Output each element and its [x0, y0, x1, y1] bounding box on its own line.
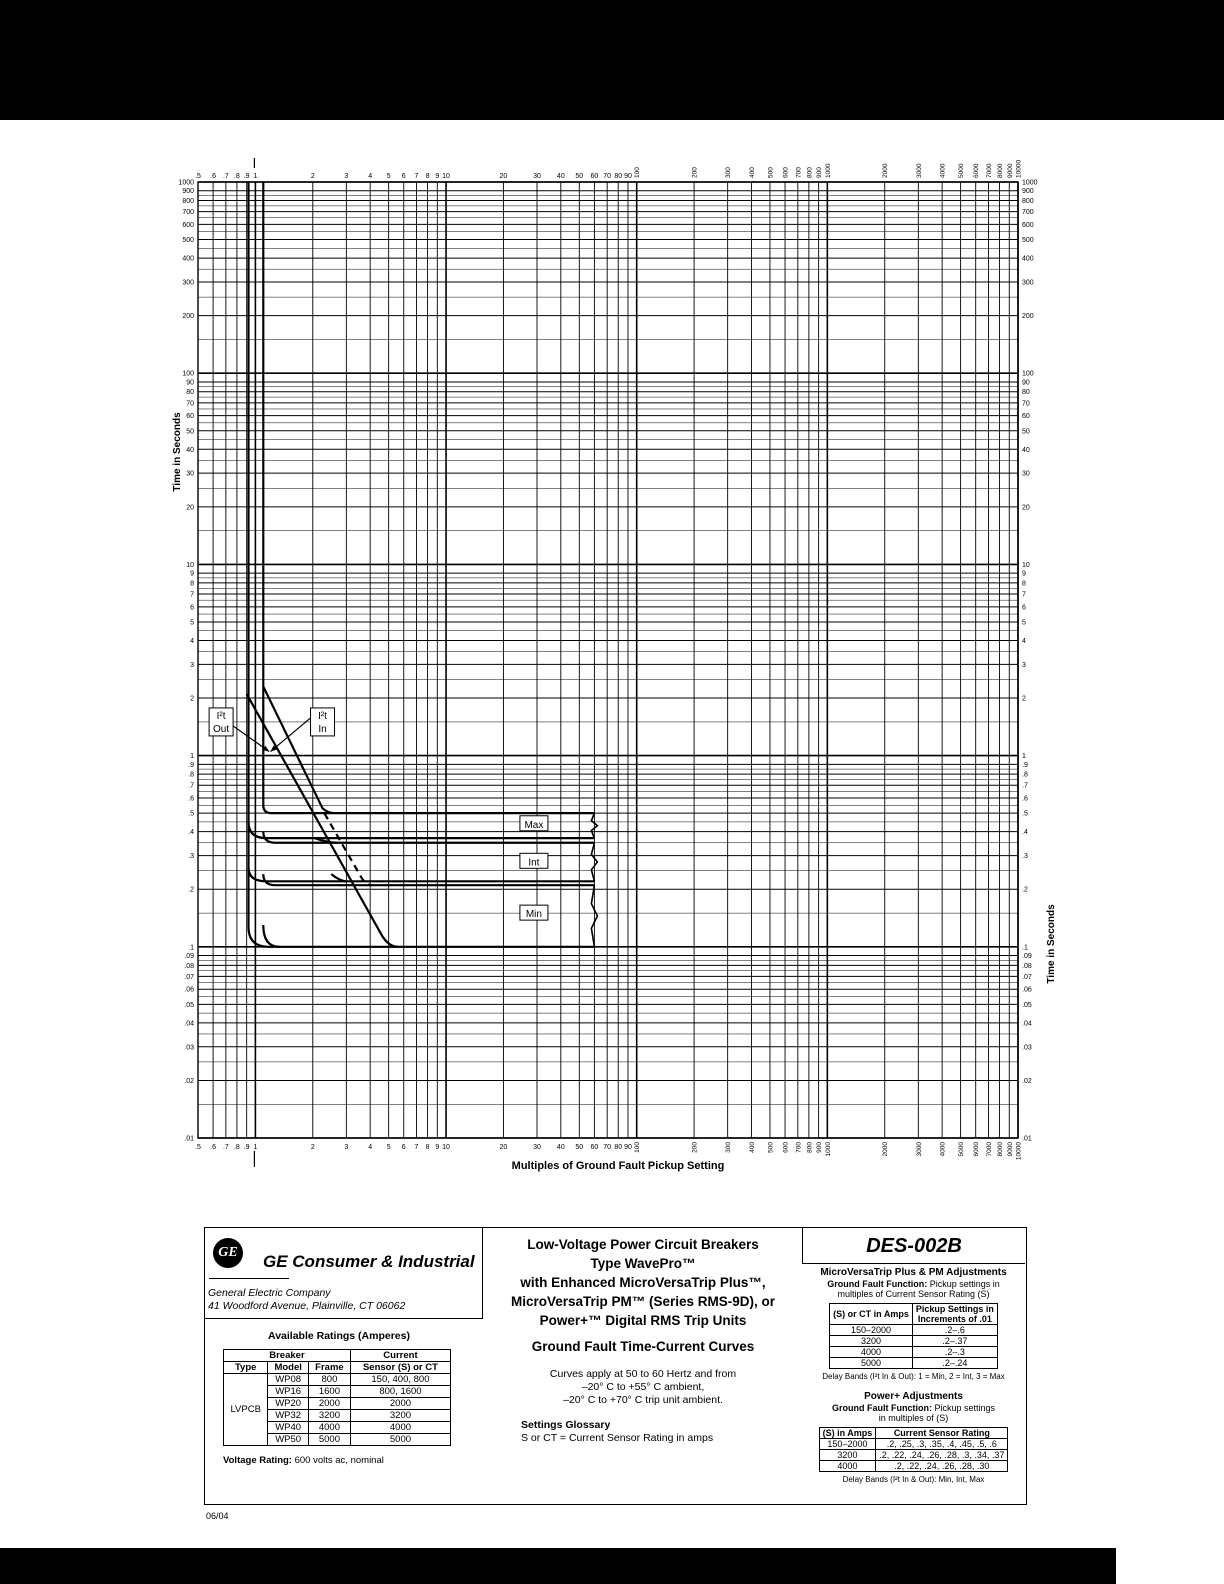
y-tick-label-left: 10 — [186, 561, 194, 569]
y-tick-label-right: .4 — [1022, 829, 1028, 837]
x-tick-label-bottom: 2 — [310, 1144, 315, 1151]
band-label-min — [520, 905, 548, 920]
x-tick-label-bottom: 900 — [816, 1142, 824, 1153]
y-tick-label-left: 80 — [186, 389, 194, 397]
pickup-cell: .2–.37 — [912, 1336, 997, 1347]
y-tick-label-left: 600 — [182, 221, 194, 229]
x-tick-label-bottom: 3000 — [915, 1142, 923, 1157]
title-line: Type WavePro™ — [590, 1256, 696, 1271]
y-tick-label-right: 9 — [1022, 570, 1026, 578]
y-tick-label-left: 40 — [186, 446, 194, 454]
model-cell: WP20 — [268, 1398, 309, 1410]
y-tick-label-right: 400 — [1022, 255, 1034, 263]
x-tick-label-bottom: 6 — [401, 1144, 406, 1151]
y-tick-label-left: .07 — [184, 973, 194, 981]
glossary-title: Settings Glossary — [521, 1419, 611, 1431]
table-row — [819, 1439, 1008, 1450]
header-frame: Frame — [308, 1362, 350, 1374]
x-tick-label-bottom: 4000 — [939, 1142, 947, 1157]
y-tick-label-left: .9 — [188, 761, 194, 769]
table-row — [830, 1358, 998, 1369]
y-tick-label-left: 30 — [186, 470, 194, 478]
table-row — [224, 1374, 451, 1386]
y-tick-label-left: 800 — [182, 198, 194, 206]
title-line: MicroVersaTrip PM™ (Series RMS-9D), or — [510, 1294, 776, 1309]
x-tick-label-top: 3 — [344, 173, 349, 180]
y-tick-label-left: 700 — [182, 209, 194, 217]
note-line: –20° C to +70° C trip unit ambient. — [563, 1394, 723, 1406]
x-tick-label-top: 40 — [556, 173, 565, 180]
band-label-text: Min — [525, 909, 542, 921]
x-tick-label-bottom: 300 — [725, 1142, 733, 1153]
y-tick-label-right: 700 — [1022, 209, 1034, 217]
y-tick-label-right: .01 — [1022, 1135, 1032, 1143]
y-tick-label-left: .4 — [188, 829, 194, 837]
y-tick-label-right: 40 — [1022, 446, 1030, 454]
note-line: Curves apply at 50 to 60 Hertz and from — [549, 1368, 737, 1380]
x-tick-label-bottom: 2000 — [882, 1142, 890, 1157]
mvt-sub-text: Pickup settings in — [927, 1279, 1000, 1289]
frame-cell: 1600 — [308, 1386, 350, 1398]
company-cell — [205, 1228, 483, 1319]
y-tick-label-left: .6 — [188, 795, 194, 803]
mvt-header-pickup — [912, 1304, 997, 1325]
x-tick-label-bottom: .5 — [195, 1144, 201, 1151]
y-tick-label-left: 20 — [186, 504, 194, 512]
x-tick-label-bottom: 80 — [614, 1144, 623, 1151]
x-tick-label-top: 80 — [614, 173, 623, 180]
y-tick-label-right: 100 — [1022, 370, 1034, 378]
sensor-cell: 3200 — [819, 1450, 876, 1461]
y-tick-label-left: 900 — [182, 188, 194, 196]
x-tick-label-top: 10000 — [1015, 159, 1023, 178]
voltage-rating — [223, 1455, 455, 1466]
pp-sub-label: Ground Fault Function: — [831, 1403, 932, 1413]
top-black-band — [0, 0, 1224, 120]
title-line: Low-Voltage Power Circuit Breakers — [527, 1237, 759, 1252]
x-tick-label-bottom: 200 — [691, 1142, 699, 1153]
title-block — [204, 1227, 1027, 1505]
y-tick-label-right: 500 — [1022, 237, 1034, 245]
pp-header-rating: Current Sensor Rating — [876, 1428, 1008, 1439]
band-label-int — [520, 853, 548, 868]
bottom-black-band — [0, 1548, 1116, 1584]
x-tick-label-top: 5000 — [958, 163, 966, 178]
x-tick-label-bottom: 8 — [425, 1144, 430, 1151]
company-address — [208, 1287, 405, 1313]
y-tick-label-right: .08 — [1022, 962, 1032, 970]
y-tick-label-left: .2 — [188, 886, 194, 894]
voltage-value: 600 volts ac, nominal — [291, 1455, 384, 1466]
y-tick-label-left: 4 — [190, 637, 194, 645]
document-title — [483, 1235, 803, 1330]
y-tick-label-left: .8 — [188, 771, 194, 779]
y-tick-label-left: 90 — [186, 379, 194, 387]
x-tick-label-top: 900 — [816, 167, 824, 178]
x-tick-label-bottom: 500 — [767, 1142, 775, 1153]
frame-cell: 3200 — [308, 1410, 350, 1422]
y-tick-label-left: .02 — [184, 1077, 194, 1085]
y-tick-label-right: 60 — [1022, 413, 1030, 421]
y-tick-label-left: 6 — [190, 604, 194, 612]
frame-cell: 4000 — [308, 1422, 350, 1434]
y-tick-label-right: .03 — [1022, 1044, 1032, 1052]
y-tick-label-left: 60 — [186, 413, 194, 421]
y-tick-label-right: 30 — [1022, 470, 1030, 478]
x-tick-label-top: 60 — [590, 173, 599, 180]
x-tick-label-bottom: 9 — [435, 1144, 440, 1151]
y-tick-label-left: 1 — [190, 753, 194, 761]
int-band-lower-curve — [248, 867, 594, 881]
x-tick-label-top: 30 — [533, 173, 541, 180]
y-tick-label-right: .02 — [1022, 1077, 1032, 1085]
x-tick-label-top: .8 — [233, 173, 240, 180]
x-tick-label-top: 7000 — [985, 163, 993, 178]
y-tick-label-right: 1000 — [1022, 179, 1038, 187]
x-tick-label-bottom: .6 — [210, 1144, 217, 1151]
y-tick-label-left: 3 — [190, 661, 194, 669]
revision-date: 06/04 — [206, 1511, 229, 1521]
sensor-cell: 5000 — [350, 1434, 450, 1446]
x-tick-label-top: 20 — [499, 173, 508, 180]
y-tick-label-right: 800 — [1022, 198, 1034, 206]
table-row — [830, 1325, 998, 1336]
title-line: with Enhanced MicroVersaTrip Plus™, — [520, 1275, 766, 1290]
x-tick-label-top: 4000 — [939, 163, 947, 178]
x-tick-label-top: 2000 — [882, 163, 890, 178]
band-label-text: Max — [524, 819, 544, 831]
y-tick-label-right: .05 — [1022, 1001, 1032, 1009]
y-tick-label-left: .09 — [184, 953, 194, 961]
mvt-delay-bands: Delay Bands (I²t In & Out): 1 = Min, 2 = Int, 3 = Max — [822, 1372, 1005, 1381]
y-tick-label-right: 10 — [1022, 561, 1030, 569]
y-tick-label-left: 7 — [190, 591, 194, 599]
y-tick-label-left: .7 — [188, 782, 194, 790]
x-tick-label-top: 50 — [575, 173, 584, 180]
x-tick-label-top: 1000 — [824, 163, 832, 178]
model-cell: WP50 — [268, 1434, 309, 1446]
frame-cell: 2000 — [308, 1398, 350, 1410]
x-tick-label-bottom: 6000 — [973, 1142, 981, 1157]
y-tick-label-right: 300 — [1022, 279, 1034, 287]
ratings-title: Available Ratings (Amperes) — [268, 1330, 410, 1342]
header-line: Increments of .01 — [917, 1314, 992, 1324]
y-tick-label-left: 100 — [182, 370, 194, 378]
x-tick-label-bottom: 10000 — [1015, 1142, 1023, 1161]
x-tick-label-bottom: 90 — [624, 1144, 632, 1151]
y-tick-label-left: .04 — [184, 1020, 194, 1028]
note-line: –20° C to +55° C ambient, — [581, 1381, 705, 1393]
y-tick-label-right: .07 — [1022, 973, 1032, 981]
rating-cell: .2, .22, .24, .26, .28, .30 — [876, 1461, 1008, 1472]
model-cell: WP40 — [268, 1422, 309, 1434]
sensor-cell: 3200 — [350, 1410, 450, 1422]
x-tick-label-bottom: 4 — [368, 1144, 373, 1151]
y-tick-label-left: 50 — [186, 428, 194, 436]
band-label-text: Int — [528, 857, 540, 869]
model-cell: WP16 — [268, 1386, 309, 1398]
conditions-note — [483, 1368, 803, 1407]
x-tick-label-top: 5 — [386, 173, 391, 180]
header-current: Current — [350, 1350, 450, 1362]
glossary-text: S or CT = Current Sensor Rating in amps — [521, 1432, 714, 1444]
x-tick-label-bottom: 50 — [575, 1144, 584, 1151]
document-number: DES-002B — [802, 1228, 1025, 1264]
y-tick-label-right: .3 — [1022, 853, 1028, 861]
y-tick-label-left: .01 — [184, 1135, 194, 1143]
i2t-out-label-text-1: I²t — [216, 710, 226, 722]
y-tick-label-left: 70 — [186, 400, 194, 408]
y-tick-label-left: 1000 — [178, 179, 194, 187]
x-tick-label-top: .6 — [210, 173, 217, 180]
x-tick-label-top: 500 — [767, 167, 775, 178]
x-tick-label-top: 100 — [634, 167, 642, 178]
y-tick-label-right: .7 — [1022, 782, 1028, 790]
y-tick-label-left: .5 — [188, 810, 194, 818]
pp-header-sensor: (S) in Amps — [819, 1428, 876, 1439]
sensor-cell: 800, 1600 — [350, 1386, 450, 1398]
sensor-cell: 5000 — [830, 1358, 913, 1369]
x-tick-label-bottom: 5000 — [958, 1142, 966, 1157]
header-line: Pickup Settings in — [915, 1304, 994, 1314]
x-tick-label-bottom: 5 — [386, 1144, 391, 1151]
x-tick-label-bottom: .7 — [222, 1144, 229, 1151]
y-tick-label-right: 20 — [1022, 504, 1030, 512]
x-tick-label-bottom: 70 — [603, 1144, 612, 1151]
document-subtitle: Ground Fault Time-Current Curves — [531, 1339, 755, 1354]
i2t-out-label — [209, 708, 269, 752]
y-tick-label-left: 5 — [190, 619, 194, 627]
sensor-cell: 4000 — [350, 1422, 450, 1434]
pp-delay-bands: Delay Bands (I²t In & Out): Min, Int, Max — [842, 1475, 985, 1484]
y-tick-label-right: 3 — [1022, 661, 1026, 669]
x-tick-label-top: .7 — [222, 173, 229, 180]
y-tick-label-right: 4 — [1022, 637, 1026, 645]
x-tick-label-bottom: 20 — [499, 1144, 508, 1151]
x-tick-label-bottom: 100 — [634, 1142, 642, 1153]
pp-subtitle — [802, 1403, 1025, 1423]
x-tick-label-top: 700 — [795, 167, 803, 178]
pp-sub-text: Pickup settings — [931, 1403, 995, 1413]
y-tick-label-right: .1 — [1022, 944, 1028, 952]
mvt-header-sensor: (S) or CT in Amps — [830, 1304, 913, 1325]
sensor-cell: 3200 — [830, 1336, 913, 1347]
x-tick-label-bottom: .9 — [243, 1144, 250, 1151]
i2t-in-label-text-1: I²t — [318, 710, 327, 722]
y-tick-label-left: 9 — [190, 570, 194, 578]
rating-cell: .2, .25, .3, .35, .4, .45, .5, .6 — [876, 1439, 1008, 1450]
model-cell: WP08 — [268, 1374, 309, 1386]
mvt-sub-label: Ground Fault Function: — [827, 1279, 928, 1289]
y-tick-label-left: 500 — [182, 237, 194, 245]
mvt-subtitle — [802, 1279, 1025, 1299]
sensor-cell: 2000 — [350, 1398, 450, 1410]
x-tick-label-bottom: 800 — [806, 1142, 814, 1153]
x-tick-label-top: 600 — [782, 167, 790, 178]
title-line: Power+™ Digital RMS Trip Units — [539, 1313, 747, 1328]
x-tick-label-top: 8 — [425, 173, 430, 180]
header-sensor: Sensor (S) or CT — [350, 1362, 450, 1374]
voltage-label: Voltage Rating: — [223, 1455, 292, 1466]
x-tick-label-bottom: 9000 — [1006, 1142, 1014, 1157]
x-tick-label-top: .5 — [195, 173, 201, 180]
y-tick-label-right: .6 — [1022, 795, 1028, 803]
plot-frame — [198, 182, 1018, 1138]
y-tick-label-left: 2 — [190, 695, 194, 703]
y-tick-label-right: 8 — [1022, 580, 1026, 588]
y-tick-label-right: 80 — [1022, 389, 1030, 397]
divider — [209, 1278, 289, 1279]
ratings-table — [223, 1349, 451, 1446]
x-tick-label-top: 800 — [806, 167, 814, 178]
y-tick-label-right: 50 — [1022, 428, 1030, 436]
ge-logo-icon: GE — [213, 1238, 243, 1268]
i2t-in-label — [270, 708, 334, 752]
x-tick-label-bottom: 400 — [748, 1142, 756, 1153]
y-tick-label-right: .2 — [1022, 886, 1028, 894]
pp-table — [819, 1427, 1009, 1472]
address-line-2: 41 Woodford Avenue, Plainville, CT 06062 — [208, 1300, 406, 1312]
sensor-cell: 4000 — [830, 1347, 913, 1358]
y-tick-label-right: .06 — [1022, 986, 1032, 994]
x-tick-label-bottom: 600 — [782, 1142, 790, 1153]
table-row — [830, 1336, 998, 1347]
band-label-max — [520, 816, 548, 831]
x-tick-label-top: 200 — [691, 167, 699, 178]
y-tick-label-right: 70 — [1022, 400, 1030, 408]
i2t-out-label-text-2: Out — [213, 723, 230, 735]
y-tick-label-right: 900 — [1022, 188, 1034, 196]
y-tick-label-left: .05 — [184, 1001, 194, 1009]
y-tick-label-right: 6 — [1022, 604, 1026, 612]
x-tick-label-top: 4 — [368, 173, 373, 180]
y-axis-label-left: Time in Seconds — [172, 412, 183, 492]
sensor-cell: 4000 — [819, 1461, 876, 1472]
y-tick-label-right: 600 — [1022, 221, 1034, 229]
x-tick-label-top: 9 — [435, 173, 440, 180]
y-tick-label-left: 8 — [190, 580, 194, 588]
settings-glossary — [521, 1419, 803, 1445]
y-tick-label-right: 1 — [1022, 753, 1026, 761]
y-tick-label-left: .3 — [188, 853, 194, 861]
x-tick-label-top: 400 — [748, 167, 756, 178]
x-tick-label-bottom: 7000 — [985, 1142, 993, 1157]
y-tick-label-left: 200 — [182, 313, 194, 321]
i2t-in-label-arrow-line — [270, 718, 310, 752]
y-axis-label-right: Time in Seconds — [1046, 904, 1057, 984]
available-ratings — [223, 1330, 455, 1466]
x-tick-label-top: 6 — [401, 173, 406, 180]
pickup-cell: .2–.24 — [912, 1358, 997, 1369]
y-tick-label-right: 7 — [1022, 591, 1026, 599]
y-tick-label-right: 90 — [1022, 379, 1030, 387]
pickup-cell: .2–.3 — [912, 1347, 997, 1358]
y-tick-label-left: 300 — [182, 279, 194, 287]
time-current-chart — [0, 120, 1224, 1180]
x-tick-label-top: 300 — [725, 167, 733, 178]
table-row — [819, 1461, 1008, 1472]
x-tick-label-bottom: 3 — [344, 1144, 349, 1151]
x-tick-label-top: 8000 — [997, 163, 1005, 178]
y-tick-label-right: 5 — [1022, 619, 1026, 627]
y-tick-label-left: 400 — [182, 255, 194, 263]
x-tick-label-bottom: .8 — [233, 1144, 240, 1151]
x-tick-label-bottom: 10 — [442, 1144, 450, 1151]
x-tick-label-top: 9000 — [1006, 163, 1014, 178]
x-tick-label-top: 90 — [624, 173, 632, 180]
mvt-title: MicroVersaTrip Plus & PM Adjustments — [820, 1267, 1007, 1278]
mvt-table — [829, 1303, 998, 1369]
frame-cell: 800 — [308, 1374, 350, 1386]
i2t-in-label-text-2: In — [318, 723, 327, 735]
x-tick-label-top: 70 — [603, 173, 612, 180]
type-cell: LVPCB — [224, 1374, 268, 1446]
header-model: Model — [268, 1362, 309, 1374]
y-tick-label-right: 2 — [1022, 695, 1026, 703]
sensor-cell: 150–2000 — [830, 1325, 913, 1336]
table-row — [830, 1347, 998, 1358]
title-column — [483, 1228, 803, 1445]
x-tick-label-top: .9 — [243, 173, 250, 180]
x-tick-label-top: 3000 — [915, 163, 923, 178]
x-tick-label-bottom: 30 — [533, 1144, 541, 1151]
pickup-cell: .2–.6 — [912, 1325, 997, 1336]
y-tick-label-right: .5 — [1022, 810, 1028, 818]
address-line-1: General Electric Company — [208, 1287, 331, 1299]
x-axis-label: Multiples of Ground Fault Pickup Setting — [511, 1160, 725, 1172]
sensor-cell: 150–2000 — [819, 1439, 876, 1450]
x-tick-label-bottom: 1000 — [824, 1142, 832, 1157]
adjustments-column — [802, 1228, 1025, 1484]
pp-sub-text: in multiples of (S) — [878, 1413, 949, 1423]
sensor-cell: 150, 400, 800 — [350, 1374, 450, 1386]
mvt-sub-text: multiples of Current Sensor Rating (S) — [837, 1289, 990, 1299]
x-tick-label-bottom: 7 — [414, 1144, 419, 1151]
header-type: Type — [224, 1362, 268, 1374]
y-tick-label-right: .8 — [1022, 771, 1028, 779]
rating-cell: .2, .22, .24, .26, .28, .3, .34, .37 — [876, 1450, 1008, 1461]
y-tick-label-left: .1 — [188, 944, 194, 952]
y-tick-label-right: .09 — [1022, 953, 1032, 961]
model-cell: WP32 — [268, 1410, 309, 1422]
y-tick-label-left: .03 — [184, 1044, 194, 1052]
x-tick-label-bottom: 60 — [590, 1144, 599, 1151]
x-tick-label-bottom: 8000 — [997, 1142, 1005, 1157]
x-tick-label-bottom: 40 — [556, 1144, 565, 1151]
x-tick-label-top: 2 — [310, 173, 315, 180]
x-tick-label-top: 1 — [253, 173, 258, 180]
header-breaker: Breaker — [224, 1350, 351, 1362]
y-tick-label-right: .9 — [1022, 761, 1028, 769]
x-tick-label-bottom: 1 — [253, 1144, 258, 1151]
x-tick-label-bottom: 700 — [795, 1142, 803, 1153]
y-tick-label-left: .06 — [184, 986, 194, 994]
pp-title: Power+ Adjustments — [864, 1391, 963, 1402]
x-tick-label-top: 10 — [442, 173, 450, 180]
x-tick-label-top: 7 — [414, 173, 419, 180]
x-tick-label-top: 6000 — [973, 163, 981, 178]
company-name: GE Consumer & Industrial — [263, 1252, 475, 1271]
y-tick-label-right: 200 — [1022, 313, 1034, 321]
min-band-corner-curve — [263, 925, 279, 947]
y-tick-label-left: .08 — [184, 962, 194, 970]
frame-cell: 5000 — [308, 1434, 350, 1446]
table-row — [819, 1450, 1008, 1461]
y-tick-label-right: .04 — [1022, 1020, 1032, 1028]
